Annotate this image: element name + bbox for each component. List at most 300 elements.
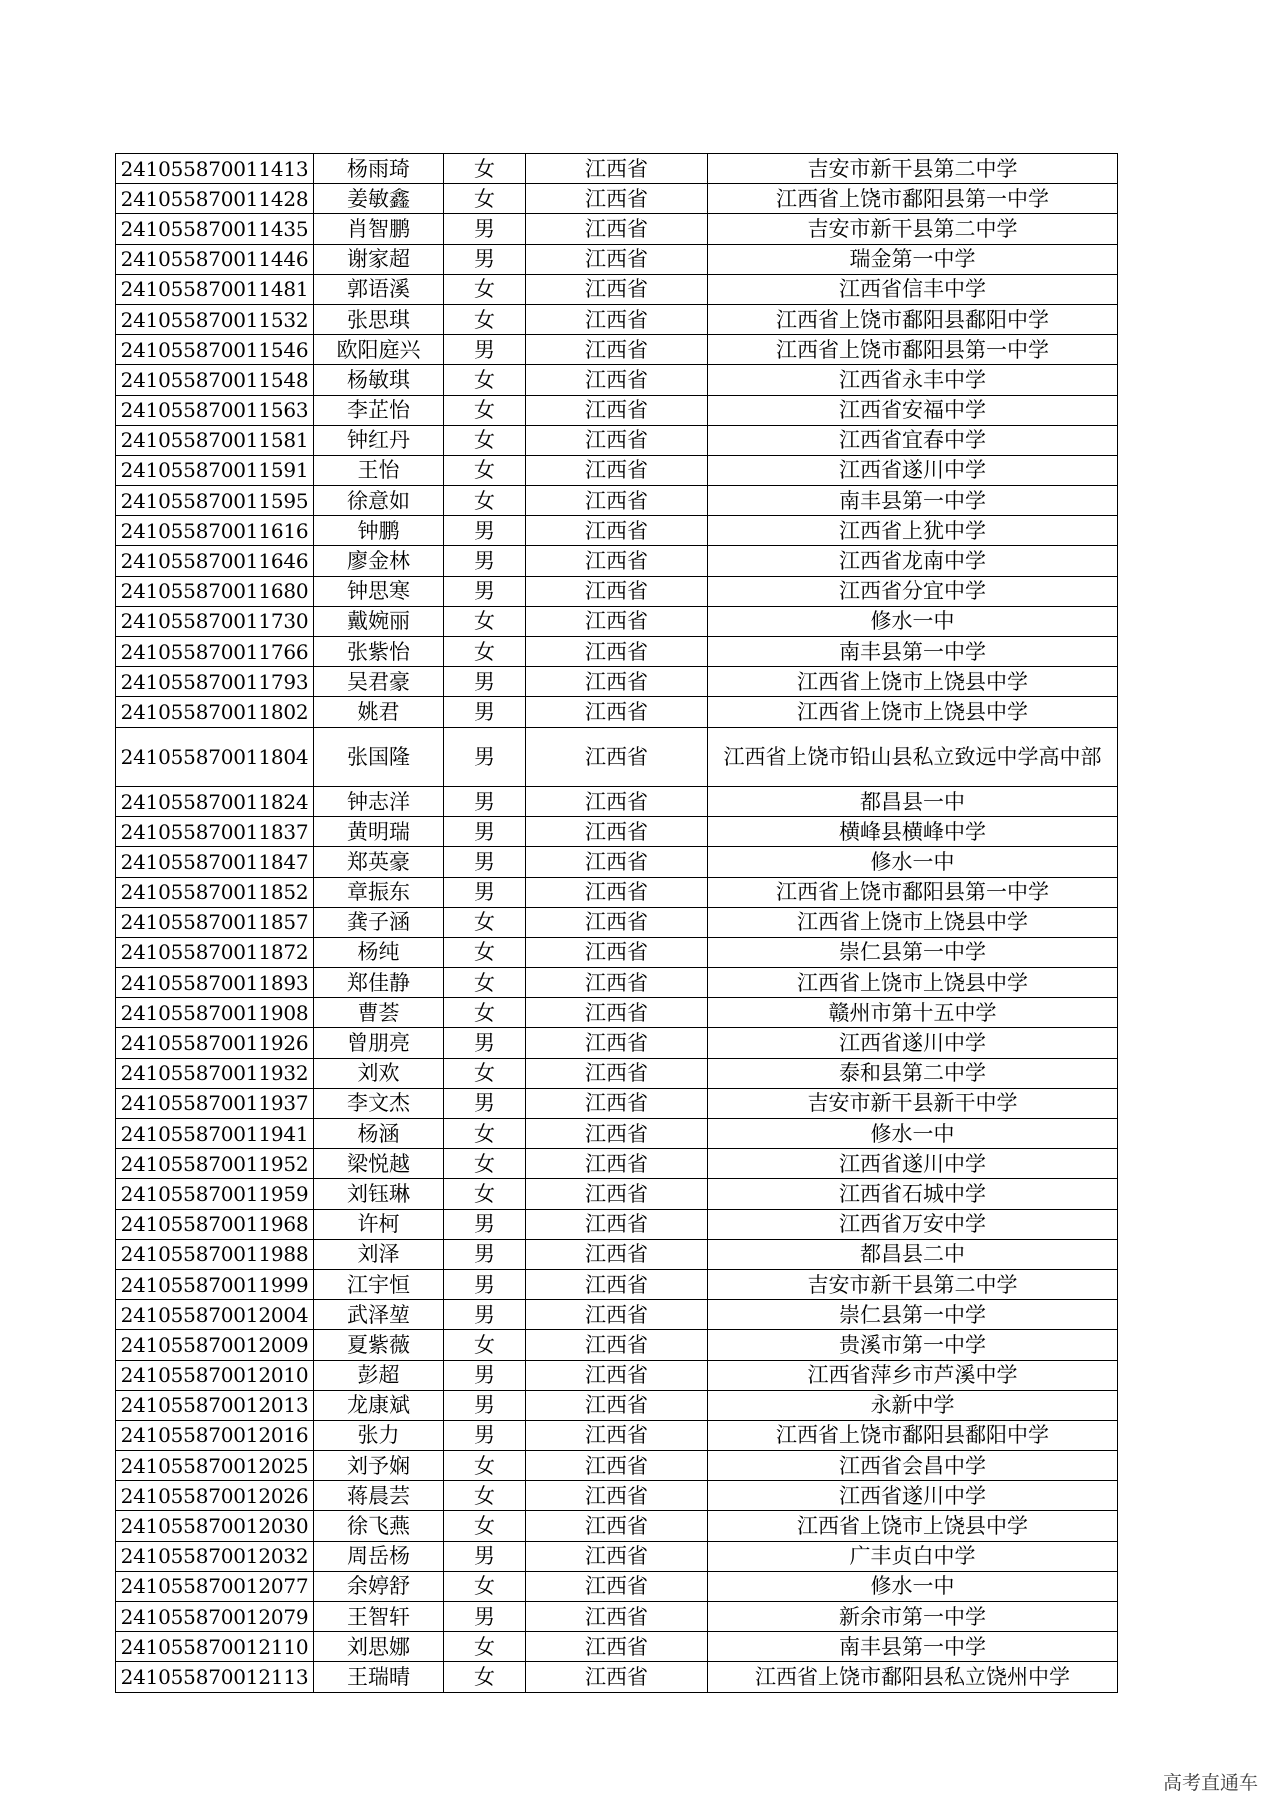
gender-cell: 女: [444, 637, 526, 667]
province-cell: 江西省: [526, 1662, 708, 1692]
student-name-cell: 戴婉丽: [314, 606, 444, 636]
province-cell: 江西省: [526, 1571, 708, 1601]
school-cell: 江西省上饶市鄱阳县鄱阳中学: [708, 1420, 1118, 1450]
student-name-cell: 章振东: [314, 877, 444, 907]
school-cell: 江西省万安中学: [708, 1209, 1118, 1239]
candidate-id-cell: 241055870012079: [116, 1602, 314, 1632]
table-row: [116, 697, 1118, 727]
province-cell: 江西省: [526, 968, 708, 998]
gender-cell: 男: [444, 516, 526, 546]
province-cell: 江西省: [526, 667, 708, 697]
gender-cell: 女: [444, 1481, 526, 1511]
school-cell: 吉安市新干县第二中学: [708, 154, 1118, 184]
school-cell: 崇仁县第一中学: [708, 1300, 1118, 1330]
candidate-id-cell: 241055870011802: [116, 697, 314, 727]
school-cell: 南丰县第一中学: [708, 486, 1118, 516]
gender-cell: 女: [444, 455, 526, 485]
student-name-cell: 刘钰琳: [314, 1179, 444, 1209]
province-cell: 江西省: [526, 637, 708, 667]
candidate-id-cell: 241055870011563: [116, 395, 314, 425]
student-name-cell: 钟志洋: [314, 786, 444, 816]
gender-cell: 女: [444, 395, 526, 425]
gender-cell: 女: [444, 1662, 526, 1692]
school-cell: 崇仁县第一中学: [708, 937, 1118, 967]
province-cell: 江西省: [526, 1420, 708, 1450]
school-cell: 赣州市第十五中学: [708, 998, 1118, 1028]
school-cell: 泰和县第二中学: [708, 1058, 1118, 1088]
table-row: [116, 1451, 1118, 1481]
table-row: [116, 847, 1118, 877]
province-cell: 江西省: [526, 1239, 708, 1269]
province-cell: 江西省: [526, 576, 708, 606]
province-cell: 江西省: [526, 214, 708, 244]
school-cell: 瑞金第一中学: [708, 244, 1118, 274]
student-name-cell: 钟鹏: [314, 516, 444, 546]
table-row: [116, 1179, 1118, 1209]
candidate-id-cell: 241055870012026: [116, 1481, 314, 1511]
student-name-cell: 曾朋亮: [314, 1028, 444, 1058]
table-row: [116, 486, 1118, 516]
candidate-id-cell: 241055870011857: [116, 907, 314, 937]
school-cell: 江西省上饶市上饶县中学: [708, 1511, 1118, 1541]
gender-cell: 男: [444, 1239, 526, 1269]
province-cell: 江西省: [526, 817, 708, 847]
table-row: [116, 576, 1118, 606]
school-cell: 江西省遂川中学: [708, 1149, 1118, 1179]
gender-cell: 男: [444, 667, 526, 697]
gender-cell: 男: [444, 847, 526, 877]
school-cell: 南丰县第一中学: [708, 637, 1118, 667]
school-cell: 都昌县二中: [708, 1239, 1118, 1269]
gender-cell: 女: [444, 1119, 526, 1149]
school-cell: 江西省会昌中学: [708, 1451, 1118, 1481]
student-name-cell: 刘予娴: [314, 1451, 444, 1481]
student-name-cell: 刘思娜: [314, 1632, 444, 1662]
province-cell: 江西省: [526, 727, 708, 786]
table-row: [116, 1571, 1118, 1601]
student-name-cell: 张思琪: [314, 304, 444, 334]
school-cell: 江西省龙南中学: [708, 546, 1118, 576]
province-cell: 江西省: [526, 455, 708, 485]
watermark-text: 高考直通车: [1162, 1772, 1258, 1794]
table-row: [116, 727, 1118, 786]
roster-body: [116, 154, 1118, 1693]
table-row: [116, 1602, 1118, 1632]
province-cell: 江西省: [526, 1390, 708, 1420]
table-row: [116, 1360, 1118, 1390]
gender-cell: 女: [444, 1451, 526, 1481]
gender-cell: 女: [444, 1632, 526, 1662]
candidate-id-cell: 241055870012110: [116, 1632, 314, 1662]
gender-cell: 男: [444, 546, 526, 576]
table-row: [116, 395, 1118, 425]
province-cell: 江西省: [526, 184, 708, 214]
table-row: [116, 274, 1118, 304]
school-cell: 江西省安福中学: [708, 395, 1118, 425]
student-name-cell: 王智轩: [314, 1602, 444, 1632]
table-row: [116, 637, 1118, 667]
table-row: [116, 907, 1118, 937]
gender-cell: 女: [444, 1179, 526, 1209]
student-name-cell: 刘泽: [314, 1239, 444, 1269]
student-roster-table: [115, 153, 1118, 1693]
province-cell: 江西省: [526, 244, 708, 274]
student-name-cell: 夏紫薇: [314, 1330, 444, 1360]
candidate-id-cell: 241055870011646: [116, 546, 314, 576]
province-cell: 江西省: [526, 395, 708, 425]
gender-cell: 女: [444, 907, 526, 937]
gender-cell: 男: [444, 727, 526, 786]
table-row: [116, 877, 1118, 907]
table-row: [116, 1088, 1118, 1118]
gender-cell: 女: [444, 968, 526, 998]
student-name-cell: 李文杰: [314, 1088, 444, 1118]
province-cell: 江西省: [526, 516, 708, 546]
school-cell: 江西省上饶市鄱阳县第一中学: [708, 877, 1118, 907]
candidate-id-cell: 241055870011804: [116, 727, 314, 786]
table-row: [116, 214, 1118, 244]
province-cell: 江西省: [526, 1451, 708, 1481]
gender-cell: 男: [444, 1028, 526, 1058]
province-cell: 江西省: [526, 1119, 708, 1149]
student-name-cell: 郑佳静: [314, 968, 444, 998]
gender-cell: 女: [444, 937, 526, 967]
school-cell: 修水一中: [708, 847, 1118, 877]
gender-cell: 男: [444, 1209, 526, 1239]
gender-cell: 男: [444, 214, 526, 244]
table-row: [116, 1058, 1118, 1088]
school-cell: 吉安市新干县第二中学: [708, 1269, 1118, 1299]
table-row: [116, 1209, 1118, 1239]
school-cell: 江西省宜春中学: [708, 425, 1118, 455]
table-row: [116, 425, 1118, 455]
candidate-id-cell: 241055870012013: [116, 1390, 314, 1420]
gender-cell: 男: [444, 817, 526, 847]
table-row: [116, 817, 1118, 847]
table-row: [116, 667, 1118, 697]
student-name-cell: 郭语溪: [314, 274, 444, 304]
candidate-id-cell: 241055870011959: [116, 1179, 314, 1209]
candidate-id-cell: 241055870011968: [116, 1209, 314, 1239]
student-name-cell: 钟思寒: [314, 576, 444, 606]
table-row: [116, 304, 1118, 334]
province-cell: 江西省: [526, 1209, 708, 1239]
student-name-cell: 钟红丹: [314, 425, 444, 455]
table-row: [116, 1511, 1118, 1541]
student-name-cell: 杨涵: [314, 1119, 444, 1149]
gender-cell: 女: [444, 1511, 526, 1541]
table-row: [116, 786, 1118, 816]
school-cell: 修水一中: [708, 1571, 1118, 1601]
table-row: [116, 244, 1118, 274]
province-cell: 江西省: [526, 1179, 708, 1209]
province-cell: 江西省: [526, 486, 708, 516]
province-cell: 江西省: [526, 304, 708, 334]
student-name-cell: 王瑞晴: [314, 1662, 444, 1692]
student-name-cell: 姚君: [314, 697, 444, 727]
candidate-id-cell: 241055870012010: [116, 1360, 314, 1390]
school-cell: 江西省分宜中学: [708, 576, 1118, 606]
school-cell: 新余市第一中学: [708, 1602, 1118, 1632]
candidate-id-cell: 241055870011680: [116, 576, 314, 606]
student-name-cell: 李芷怡: [314, 395, 444, 425]
province-cell: 江西省: [526, 1028, 708, 1058]
candidate-id-cell: 241055870011932: [116, 1058, 314, 1088]
student-name-cell: 梁悦越: [314, 1149, 444, 1179]
table-row: [116, 1632, 1118, 1662]
school-cell: 江西省上饶市鄱阳县鄱阳中学: [708, 304, 1118, 334]
gender-cell: 女: [444, 1149, 526, 1179]
student-name-cell: 徐意如: [314, 486, 444, 516]
student-name-cell: 张紫怡: [314, 637, 444, 667]
table-row: [116, 1269, 1118, 1299]
student-name-cell: 王怡: [314, 455, 444, 485]
province-cell: 江西省: [526, 425, 708, 455]
student-name-cell: 余婷舒: [314, 1571, 444, 1601]
school-cell: 南丰县第一中学: [708, 1632, 1118, 1662]
gender-cell: 女: [444, 998, 526, 1028]
school-cell: 江西省永丰中学: [708, 365, 1118, 395]
school-cell: 江西省石城中学: [708, 1179, 1118, 1209]
province-cell: 江西省: [526, 1602, 708, 1632]
student-name-cell: 彭超: [314, 1360, 444, 1390]
table-row: [116, 516, 1118, 546]
candidate-id-cell: 241055870011548: [116, 365, 314, 395]
province-cell: 江西省: [526, 1149, 708, 1179]
table-row: [116, 365, 1118, 395]
student-name-cell: 武泽堃: [314, 1300, 444, 1330]
candidate-id-cell: 241055870011926: [116, 1028, 314, 1058]
student-name-cell: 刘欢: [314, 1058, 444, 1088]
school-cell: 江西省遂川中学: [708, 1028, 1118, 1058]
province-cell: 江西省: [526, 1088, 708, 1118]
province-cell: 江西省: [526, 786, 708, 816]
student-name-cell: 姜敏鑫: [314, 184, 444, 214]
candidate-id-cell: 241055870011591: [116, 455, 314, 485]
candidate-id-cell: 241055870011546: [116, 335, 314, 365]
province-cell: 江西省: [526, 365, 708, 395]
gender-cell: 女: [444, 1571, 526, 1601]
table-row: [116, 1149, 1118, 1179]
student-name-cell: 肖智鹏: [314, 214, 444, 244]
school-cell: 江西省上饶市上饶县中学: [708, 968, 1118, 998]
gender-cell: 男: [444, 877, 526, 907]
gender-cell: 女: [444, 486, 526, 516]
gender-cell: 男: [444, 1360, 526, 1390]
table-row: [116, 606, 1118, 636]
student-name-cell: 欧阳庭兴: [314, 335, 444, 365]
candidate-id-cell: 241055870012077: [116, 1571, 314, 1601]
student-name-cell: 曹荟: [314, 998, 444, 1028]
province-cell: 江西省: [526, 546, 708, 576]
candidate-id-cell: 241055870012025: [116, 1451, 314, 1481]
province-cell: 江西省: [526, 998, 708, 1028]
candidate-id-cell: 241055870011616: [116, 516, 314, 546]
candidate-id-cell: 241055870011413: [116, 154, 314, 184]
gender-cell: 女: [444, 154, 526, 184]
province-cell: 江西省: [526, 1330, 708, 1360]
school-cell: 江西省萍乡市芦溪中学: [708, 1360, 1118, 1390]
candidate-id-cell: 241055870011999: [116, 1269, 314, 1299]
school-cell: 江西省遂川中学: [708, 1481, 1118, 1511]
gender-cell: 女: [444, 274, 526, 304]
province-cell: 江西省: [526, 274, 708, 304]
school-cell: 江西省上饶市上饶县中学: [708, 667, 1118, 697]
table-row: [116, 184, 1118, 214]
gender-cell: 男: [444, 244, 526, 274]
student-name-cell: 许柯: [314, 1209, 444, 1239]
candidate-id-cell: 241055870011824: [116, 786, 314, 816]
province-cell: 江西省: [526, 1300, 708, 1330]
gender-cell: 男: [444, 1390, 526, 1420]
province-cell: 江西省: [526, 697, 708, 727]
gender-cell: 男: [444, 1420, 526, 1450]
student-name-cell: 龚子涵: [314, 907, 444, 937]
table-row: [116, 1420, 1118, 1450]
table-row: [116, 1541, 1118, 1571]
school-cell: 修水一中: [708, 606, 1118, 636]
table-row: [116, 154, 1118, 184]
school-cell: 修水一中: [708, 1119, 1118, 1149]
gender-cell: 女: [444, 1058, 526, 1088]
candidate-id-cell: 241055870011852: [116, 877, 314, 907]
gender-cell: 男: [444, 335, 526, 365]
school-cell: 江西省上犹中学: [708, 516, 1118, 546]
student-name-cell: 张力: [314, 1420, 444, 1450]
province-cell: 江西省: [526, 335, 708, 365]
student-name-cell: 杨雨琦: [314, 154, 444, 184]
candidate-id-cell: 241055870011937: [116, 1088, 314, 1118]
gender-cell: 女: [444, 425, 526, 455]
school-cell: 吉安市新干县第二中学: [708, 214, 1118, 244]
gender-cell: 男: [444, 786, 526, 816]
gender-cell: 男: [444, 697, 526, 727]
student-name-cell: 黄明瑞: [314, 817, 444, 847]
student-name-cell: 谢家超: [314, 244, 444, 274]
student-name-cell: 廖金林: [314, 546, 444, 576]
candidate-id-cell: 241055870011847: [116, 847, 314, 877]
candidate-id-cell: 241055870012030: [116, 1511, 314, 1541]
candidate-id-cell: 241055870011988: [116, 1239, 314, 1269]
province-cell: 江西省: [526, 154, 708, 184]
school-cell: 江西省信丰中学: [708, 274, 1118, 304]
province-cell: 江西省: [526, 1058, 708, 1088]
province-cell: 江西省: [526, 877, 708, 907]
table-row: [116, 1028, 1118, 1058]
school-cell: 江西省上饶市铅山县私立致远中学高中部: [708, 727, 1118, 786]
school-cell: 江西省遂川中学: [708, 455, 1118, 485]
school-cell: 江西省上饶市上饶县中学: [708, 697, 1118, 727]
school-cell: 江西省上饶市鄱阳县第一中学: [708, 335, 1118, 365]
candidate-id-cell: 241055870011872: [116, 937, 314, 967]
school-cell: 江西省上饶市上饶县中学: [708, 907, 1118, 937]
candidate-id-cell: 241055870011532: [116, 304, 314, 334]
candidate-id-cell: 241055870011481: [116, 274, 314, 304]
table-row: [116, 968, 1118, 998]
candidate-id-cell: 241055870012113: [116, 1662, 314, 1692]
gender-cell: 男: [444, 576, 526, 606]
province-cell: 江西省: [526, 606, 708, 636]
school-cell: 都昌县一中: [708, 786, 1118, 816]
gender-cell: 女: [444, 184, 526, 214]
table-row: [116, 1662, 1118, 1692]
candidate-id-cell: 241055870011941: [116, 1119, 314, 1149]
school-cell: 江西省上饶市鄱阳县第一中学: [708, 184, 1118, 214]
province-cell: 江西省: [526, 1481, 708, 1511]
student-name-cell: 蒋晨芸: [314, 1481, 444, 1511]
province-cell: 江西省: [526, 1541, 708, 1571]
province-cell: 江西省: [526, 937, 708, 967]
student-name-cell: 郑英豪: [314, 847, 444, 877]
school-cell: 横峰县横峰中学: [708, 817, 1118, 847]
candidate-id-cell: 241055870011435: [116, 214, 314, 244]
candidate-id-cell: 241055870011581: [116, 425, 314, 455]
school-cell: 广丰贞白中学: [708, 1541, 1118, 1571]
school-cell: 吉安市新干县新干中学: [708, 1088, 1118, 1118]
candidate-id-cell: 241055870011908: [116, 998, 314, 1028]
gender-cell: 女: [444, 606, 526, 636]
student-name-cell: 吴君豪: [314, 667, 444, 697]
student-name-cell: 杨敏琪: [314, 365, 444, 395]
candidate-id-cell: 241055870012016: [116, 1420, 314, 1450]
province-cell: 江西省: [526, 1632, 708, 1662]
candidate-id-cell: 241055870011952: [116, 1149, 314, 1179]
gender-cell: 男: [444, 1602, 526, 1632]
gender-cell: 男: [444, 1541, 526, 1571]
table-row: [116, 1390, 1118, 1420]
gender-cell: 男: [444, 1269, 526, 1299]
candidate-id-cell: 241055870011446: [116, 244, 314, 274]
table-row: [116, 1481, 1118, 1511]
province-cell: 江西省: [526, 847, 708, 877]
student-name-cell: 江宇恒: [314, 1269, 444, 1299]
student-name-cell: 徐飞燕: [314, 1511, 444, 1541]
province-cell: 江西省: [526, 907, 708, 937]
candidate-id-cell: 241055870012004: [116, 1300, 314, 1330]
student-name-cell: 杨纯: [314, 937, 444, 967]
gender-cell: 女: [444, 1330, 526, 1360]
school-cell: 永新中学: [708, 1390, 1118, 1420]
candidate-id-cell: 241055870011766: [116, 637, 314, 667]
province-cell: 江西省: [526, 1360, 708, 1390]
student-name-cell: 张国隆: [314, 727, 444, 786]
table-row: [116, 998, 1118, 1028]
table-row: [116, 1330, 1118, 1360]
candidate-id-cell: 241055870012009: [116, 1330, 314, 1360]
province-cell: 江西省: [526, 1511, 708, 1541]
gender-cell: 男: [444, 1088, 526, 1118]
student-name-cell: 龙康斌: [314, 1390, 444, 1420]
table-row: [116, 546, 1118, 576]
candidate-id-cell: 241055870011428: [116, 184, 314, 214]
table-row: [116, 335, 1118, 365]
table-row: [116, 937, 1118, 967]
gender-cell: 女: [444, 304, 526, 334]
table-row: [116, 1239, 1118, 1269]
province-cell: 江西省: [526, 1269, 708, 1299]
candidate-id-cell: 241055870011893: [116, 968, 314, 998]
candidate-id-cell: 241055870011793: [116, 667, 314, 697]
table-row: [116, 1300, 1118, 1330]
candidate-id-cell: 241055870012032: [116, 1541, 314, 1571]
candidate-id-cell: 241055870011837: [116, 817, 314, 847]
school-cell: 贵溪市第一中学: [708, 1330, 1118, 1360]
candidate-id-cell: 241055870011730: [116, 606, 314, 636]
student-name-cell: 周岳杨: [314, 1541, 444, 1571]
table-row: [116, 1119, 1118, 1149]
gender-cell: 男: [444, 1300, 526, 1330]
candidate-id-cell: 241055870011595: [116, 486, 314, 516]
